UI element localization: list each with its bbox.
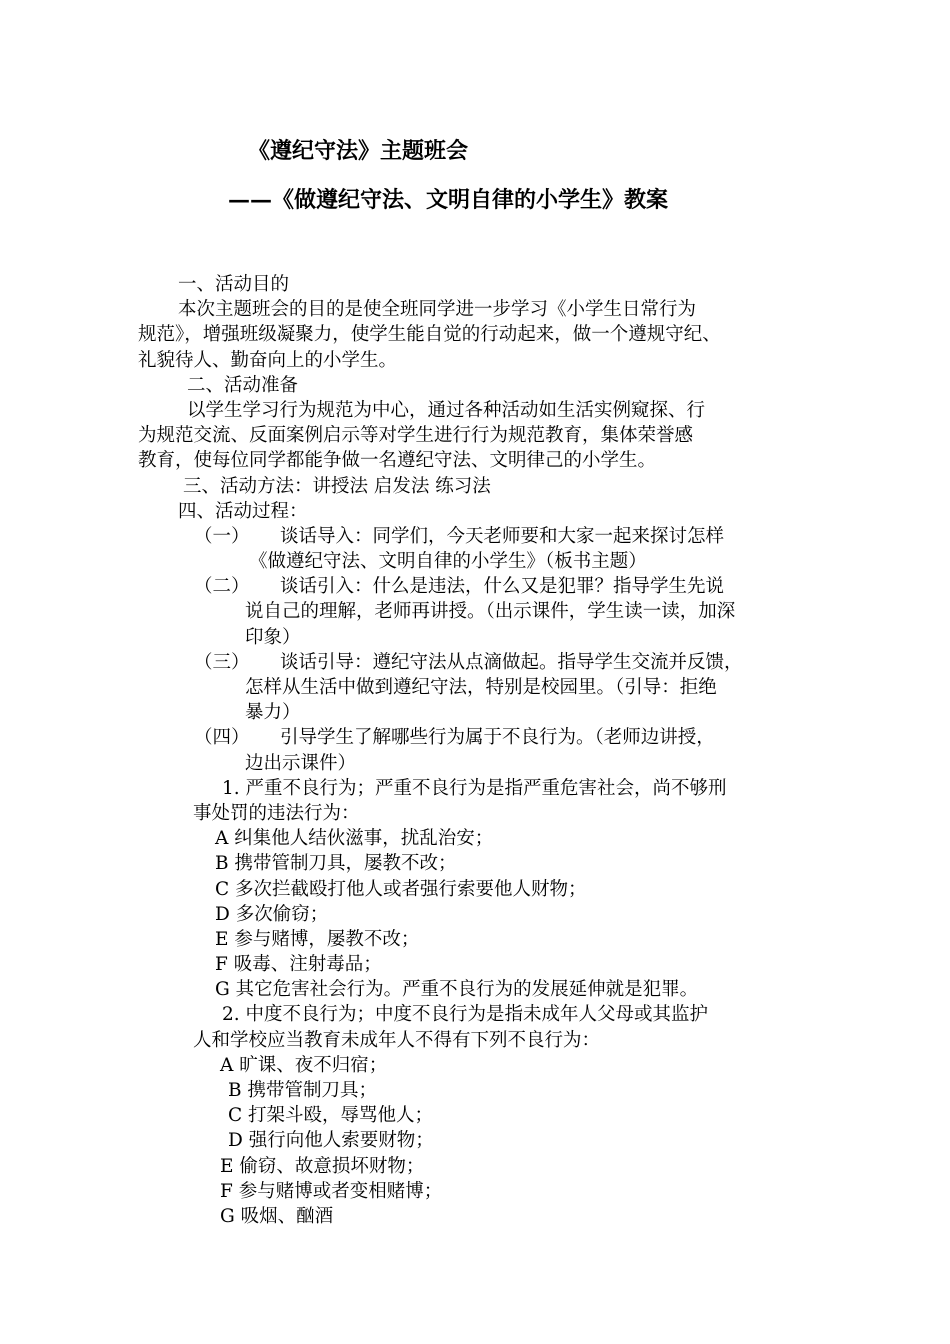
- paragraph-line: 规范》，增强班级凝聚力，使学生能自觉的行动起来，做一个遵规守纪、: [138, 324, 721, 346]
- list-item: F 参与赌博或者变相赌博；: [220, 1180, 443, 1202]
- step-line: 《做遵纪守法、文明自律的小学生》（板书主题）: [249, 551, 647, 573]
- step-text: 引导学生了解哪些行为属于不良行为。（老师边讲授，: [280, 727, 715, 749]
- numbered-line: 事处罚的违法行为：: [193, 802, 360, 824]
- paragraph-line: 以学生学习行为规范为中心，通过各种活动如生活实例窥探、行: [187, 399, 706, 421]
- step-line: [194, 574, 950, 599]
- step-line: [194, 524, 950, 549]
- list-item: E 偷窃、故意损坏财物；: [220, 1155, 425, 1177]
- list-item: F 吸毒、注射毒品；: [215, 954, 382, 976]
- list-item: G 其它危害社会行为。严重不良行为的发展延伸就是犯罪。: [215, 979, 699, 1001]
- step-line: 怎样从生活中做到遵纪守法，特别是校园里。（引导：拒绝: [245, 677, 717, 698]
- list-item: D 多次偷窃；: [215, 903, 329, 925]
- step-label: （四）: [194, 727, 250, 749]
- step-line: [194, 725, 950, 750]
- step-text: 谈话引入：什么是违法，什么又是犯罪？指导学生先说: [280, 576, 725, 598]
- list-item: B 携带管制刀具，屡教不改；: [215, 853, 457, 875]
- step-line: 印象）: [245, 626, 301, 648]
- step-label: （三）: [194, 651, 250, 673]
- document-subtitle: ——《做遵纪守法、文明自律的小学生》教案: [228, 187, 669, 213]
- step-text: 谈话引导：遵纪守法从点滴做起。指导学生交流并反馈，: [280, 651, 743, 673]
- numbered-line: 人和学校应当教育未成年人不得有下列不良行为：: [193, 1029, 601, 1051]
- list-item: A 旷课、夜不归宿；: [220, 1054, 388, 1076]
- list-item: G 吸烟、酗酒: [220, 1205, 334, 1227]
- section-heading: 一、活动目的: [178, 274, 290, 295]
- step-text: 谈话导入：同学们，今天老师要和大家一起来探讨怎样: [280, 525, 725, 547]
- numbered-line: 1. 严重不良行为；严重不良行为是指严重危害社会，尚不够刑: [222, 777, 727, 799]
- list-item: D 强行向他人索要财物；: [228, 1130, 434, 1152]
- list-item: C 多次拦截殴打他人或者强行索要他人财物；: [215, 878, 587, 900]
- section-heading: 二、活动准备: [187, 374, 299, 396]
- step-line: 暴力）: [245, 702, 301, 724]
- list-item: C 打架斗殴，辱骂他人；: [228, 1105, 434, 1127]
- step-label: （二）: [194, 576, 250, 598]
- document-body: [0, 272, 950, 1229]
- step-line: 说自己的理解，老师再讲授。（出示课件，学生读一读，加深: [245, 601, 736, 623]
- paragraph-line: 为规范交流、反面案例启示等对学生进行行为规范教育，集体荣誉感: [138, 425, 694, 447]
- paragraph-line: 礼貌待人、勤奋向上的小学生。: [138, 349, 398, 371]
- step-line: [194, 650, 950, 675]
- paragraph-line: 教育，使每位同学都能争做一名遵纪守法、文明律己的小学生。: [138, 450, 657, 472]
- step-line: 边出示课件）: [245, 752, 357, 774]
- section-heading: 四、活动过程：: [178, 500, 308, 522]
- numbered-line: 2. 中度不良行为；中度不良行为是指未成年人父母或其监护: [222, 1004, 709, 1026]
- paragraph-line: 本次主题班会的目的是使全班同学进一步学习《小学生日常行为: [178, 299, 697, 321]
- list-item: B 携带管制刀具；: [228, 1080, 377, 1101]
- document-title: 《遵纪守法》主题班会: [248, 138, 469, 164]
- section-heading: 三、活动方法：讲授法 启发法 练习法: [183, 475, 491, 497]
- step-label: （一）: [194, 525, 250, 547]
- list-item: E 参与赌博，屡教不改；: [215, 928, 420, 950]
- list-item: A 纠集他人结伙滋事，扰乱治安；: [215, 828, 494, 850]
